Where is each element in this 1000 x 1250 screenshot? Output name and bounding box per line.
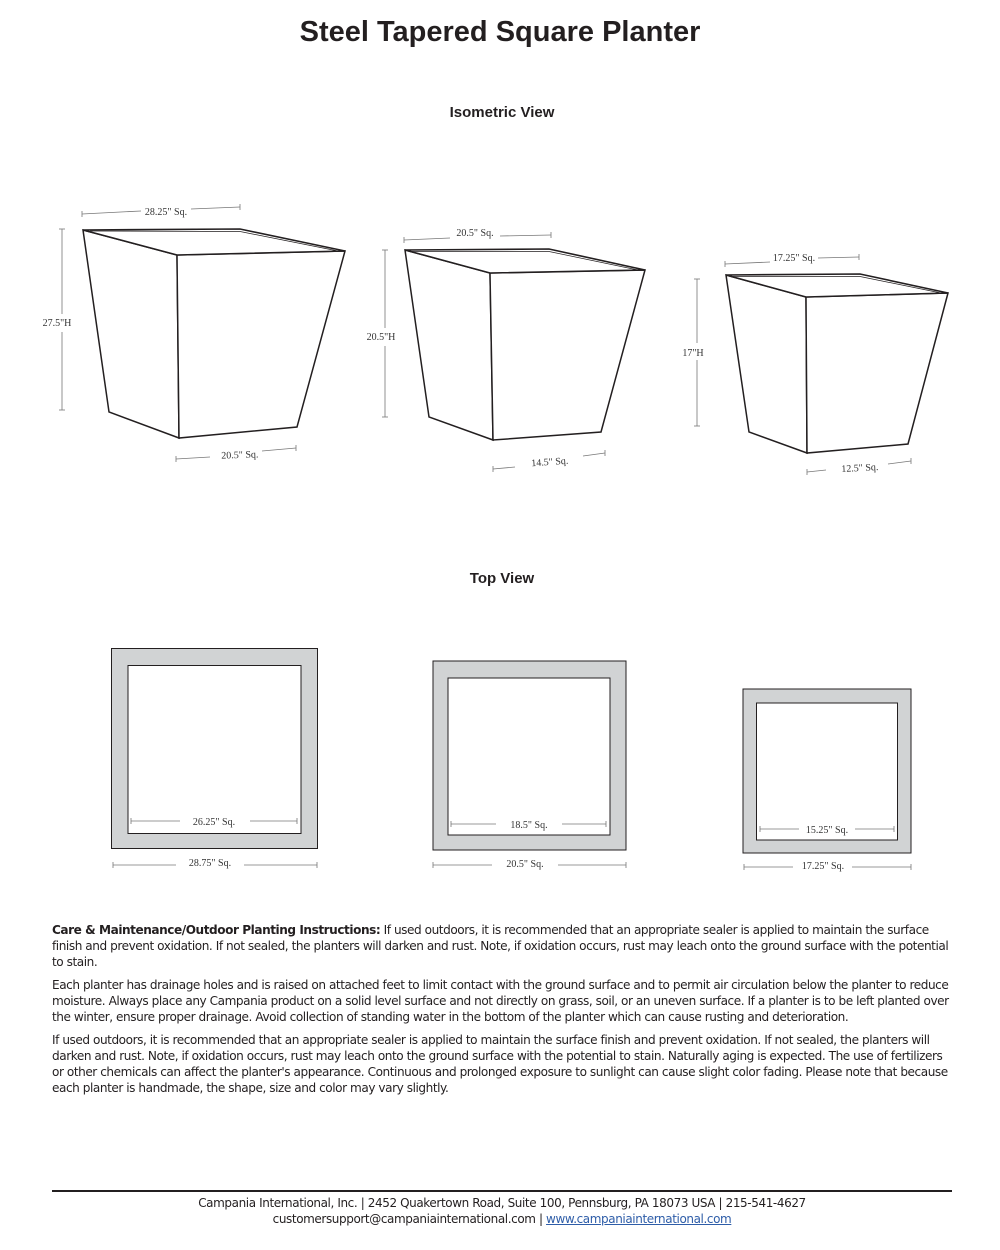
planter-right-face [177, 251, 345, 438]
dimension-height-label: 20.5"H [366, 332, 396, 343]
dimension-line-bottom [493, 467, 515, 469]
footer-website-link[interactable]: www.campaniainternational.com [546, 1212, 732, 1226]
top-view-heading: Top View [469, 570, 535, 587]
dimension-line-top [404, 238, 450, 240]
planter-inner-opening [757, 703, 898, 840]
top-view-planter-small [743, 689, 911, 872]
isometric-planter-large [43, 204, 345, 462]
top-view-planter-medium [433, 661, 626, 870]
footer-address: Campania International, Inc. | 2452 Quakertown Road, Suite 100, Pennsburg, PA 18073 USA | 215-541-4627 [198, 1196, 806, 1210]
planter-right-face [490, 270, 645, 440]
footer-contact [0, 1211, 1000, 1227]
dimension-height-label: 27.5"H [42, 318, 72, 329]
dimension-inner-label: 26.25" Sq. [192, 817, 236, 828]
page-title: Steel Tapered Square Planter [299, 16, 701, 48]
dimension-outer-label: 20.5" Sq. [506, 859, 544, 870]
planter-inner-opening [448, 678, 610, 835]
planter-inner-opening [128, 666, 301, 834]
dimension-bottom-label: 20.5" Sq. [221, 449, 259, 462]
dimension-outer-label: 17.25" Sq. [801, 861, 845, 872]
dimension-bottom-label: 14.5" Sq. [530, 455, 569, 470]
isometric-view-heading: Isometric View [449, 104, 555, 121]
dimension-height-label: 17"H [682, 348, 704, 359]
isometric-planter-small [682, 253, 948, 475]
planter-left-face [726, 275, 807, 453]
top-view-planter-large [112, 649, 318, 870]
care-paragraph-3: If used outdoors, it is recommended that an appropriate sealer is applied to maintain the surface finish and prevent oxidation. If not sealed, the planters will darken and rust. Note, if oxidation occurs, rust may leach onto the ground surface with the potential to stain. Naturally aging is expected. The use of fertilizers or other chemicals can affect the planter's appearance. Continuous and prolonged exposure to sunlight can cause slight color fading. Please note that because each planter is handmade, the shape, size and color may vary slightly. [52, 1033, 948, 1095]
dimension-line-bottom [176, 457, 210, 459]
dimension-top-label: 17.25" Sq. [772, 253, 816, 264]
footer-divider [52, 1190, 952, 1192]
planter-right-face [806, 293, 948, 453]
dimension-bottom-label: 12.5" Sq. [841, 462, 879, 475]
dimension-top-label: 28.25" Sq. [144, 207, 188, 218]
dimension-inner-label: 15.25" Sq. [805, 825, 849, 836]
dimension-top-label: 20.5" Sq. [456, 228, 494, 239]
care-paragraph-2: Each planter has drainage holes and is raised on attached feet to limit contact with the ground surface and to permit air circulation below the planter to reduce moisture. Always place any Campania product on a solid level surface and not directly on grass, soil, or an uneven surface. If a planter is to be left planted over the winter, ensure proper drainage. Avoid collection of standing water in the bottom of the planter which can cause rusting and deterioration. [52, 978, 949, 1024]
planter-left-face [405, 250, 493, 440]
planter-left-face [83, 230, 179, 438]
dimension-line-bottom [807, 470, 826, 472]
footer [0, 1195, 1000, 1227]
footer-email[interactable]: customersupport@campaniainternational.com [272, 1212, 536, 1226]
dimension-line-top [82, 211, 141, 214]
isometric-planter-medium [367, 228, 645, 472]
care-instructions [52, 922, 952, 1103]
care-heading: Care & Maintenance/Outdoor Planting Instructions: [52, 923, 381, 937]
footer-separator: | [535, 1212, 547, 1226]
care-paragraph-1-text: If used outdoors, it is recommended that an appropriate sealer is applied to maintain the surface finish and prevent oxidation. If not sealed, the planters will darken and rust. Note, if oxidation occurs, rust may leach onto the ground surface with the potential to stain. [52, 923, 949, 969]
care-paragraph-1 [52, 922, 952, 970]
dimension-outer-label: 28.75" Sq. [188, 858, 232, 869]
dimension-line-top [725, 262, 770, 264]
dimension-inner-label: 18.5" Sq. [510, 820, 548, 831]
